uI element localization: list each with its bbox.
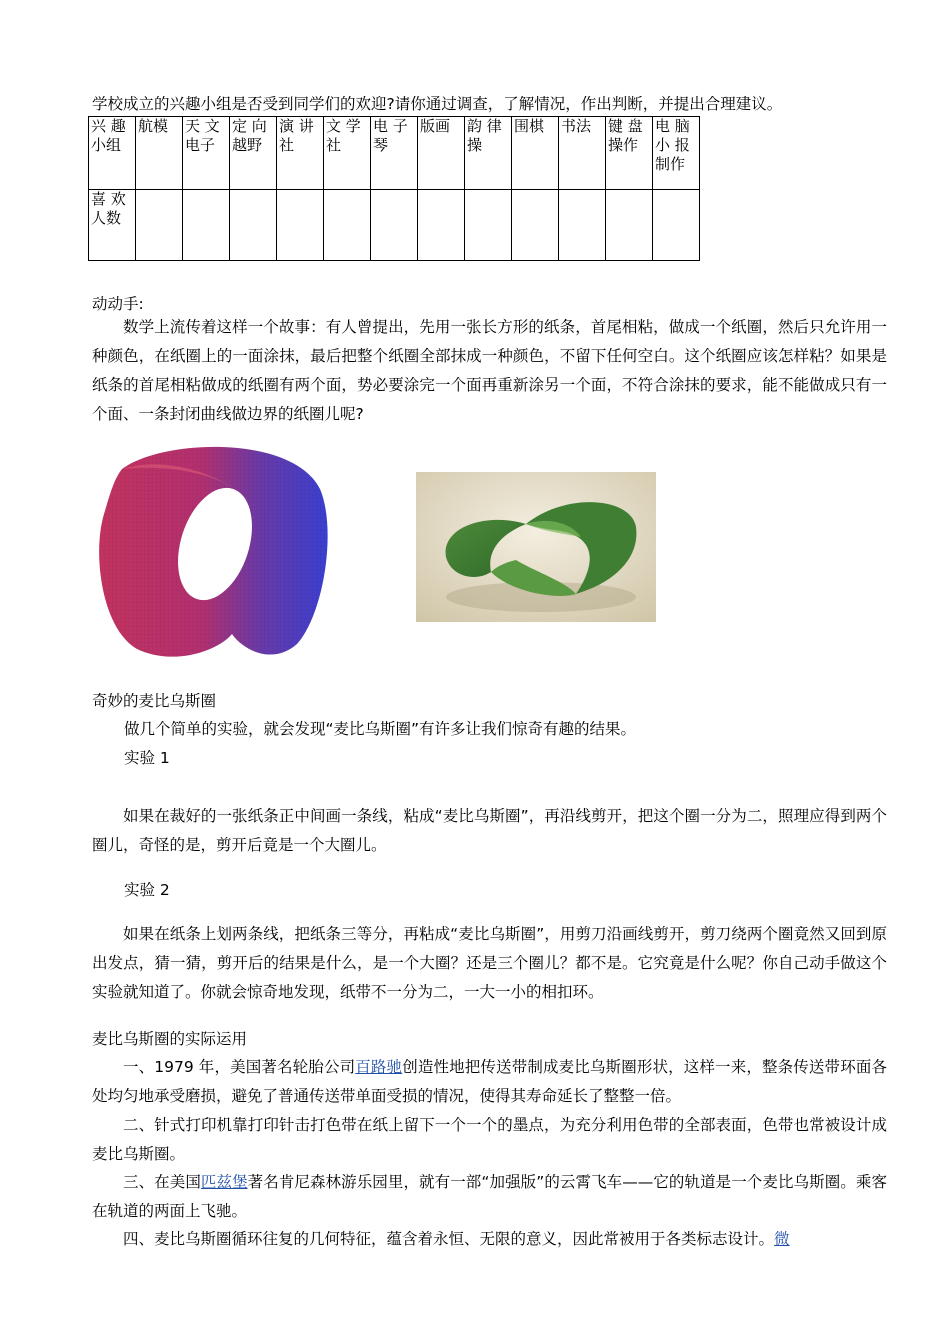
group-cell: 键 盘操作 — [606, 117, 653, 190]
hands-on-heading: 动动手: — [92, 295, 144, 313]
count-cell[interactable] — [418, 190, 465, 261]
experiment-1-label: 实验 1 — [124, 749, 170, 767]
item1-post-text: 创造性地把传送带制成麦比乌斯圈形状，这样一来，整条传送带环面各处均匀地承受磨损，避免了普通传送带单面受损的情况，使得其寿命延长了整整一倍。 — [92, 1058, 887, 1105]
application-item-3 — [92, 1168, 887, 1226]
count-cell[interactable] — [606, 190, 653, 261]
count-cell[interactable] — [512, 190, 559, 261]
item3-pre-text: 三、在美国 — [123, 1173, 201, 1191]
survey-question: 学校成立的兴趣小组是否受到同学们的欢迎?请你通过调查，了解情况，作出判断，并提出合理建议。 — [92, 95, 783, 113]
mobius-surface-image — [92, 434, 328, 672]
application-item-1 — [92, 1053, 887, 1111]
pittsburgh-link[interactable]: 匹兹堡 — [200, 1173, 248, 1191]
experiment-1-text: 如果在裁好的一张纸条正中间画一条线，粘成“麦比乌斯圈”，再沿线剪开，把这个圈一分为二，照理应得到两个圈儿，奇怪的是，剪开后竟是一个大圈儿。 — [92, 807, 887, 854]
count-cell[interactable] — [371, 190, 418, 261]
count-cell[interactable] — [136, 190, 183, 261]
magic-intro: 做几个简单的实验，就会发现“麦比乌斯圈”有许多让我们惊奇有趣的结果。 — [124, 720, 637, 738]
group-cell: 文 学社 — [324, 117, 371, 190]
item4-text: 四、麦比乌斯圈循环往复的几何特征，蕴含着永恒、无限的意义，因此常被用于各类标志设计。 — [123, 1230, 775, 1248]
application-item-4 — [92, 1225, 887, 1254]
group-cell: 书法 — [559, 117, 606, 190]
count-cell[interactable] — [230, 190, 277, 261]
count-cell[interactable] — [653, 190, 700, 261]
magic-heading: 奇妙的麦比乌斯圈 — [92, 692, 217, 710]
item4-link[interactable]: 微 — [774, 1230, 790, 1248]
row-label-cell: 喜 欢人数 — [89, 190, 136, 261]
group-cell: 韵 律操 — [465, 117, 512, 190]
group-cell: 演 讲社 — [277, 117, 324, 190]
group-cell: 围棋 — [512, 117, 559, 190]
group-cell: 版画 — [418, 117, 465, 190]
count-cell[interactable] — [465, 190, 512, 261]
count-cell[interactable] — [559, 190, 606, 261]
group-cell: 航模 — [136, 117, 183, 190]
group-cell: 电 脑小 报制作 — [653, 117, 700, 190]
table-header-row — [89, 117, 700, 190]
applications-heading: 麦比乌斯圈的实际运用 — [92, 1030, 248, 1048]
hands-on-story: 数学上流传着这样一个故事：有人曾提出，先用一张长方形的纸条，首尾相粘，做成一个纸圈，然后只允许用一种颜色，在纸圈上的一面涂抹，最后把整个纸圈全部抹成一种颜色，不留下任何空白。这个纸圈应该怎样粘？如果是纸条的首尾相粘做成的纸圈有两个面，势必要涂完一个面再重新涂另一个面，不符合涂抹的要求，能不能做成只有一个面、一条封闭曲线做边界的纸圈儿呢? — [92, 318, 887, 423]
group-cell: 天 文电子 — [183, 117, 230, 190]
survey-table — [88, 116, 700, 261]
group-cell: 定 向越野 — [230, 117, 277, 190]
paper-mobius-photo — [416, 472, 656, 622]
row-label-cell: 兴 趣小组 — [89, 117, 136, 190]
application-item-2: 二、针式打印机靠打印针击打色带在纸上留下一个一个的墨点，为充分利用色带的全部表面，色带也常被设计成麦比乌斯圈。 — [92, 1116, 887, 1163]
bfgoodrich-link[interactable]: 百路驰 — [355, 1058, 403, 1076]
count-cell[interactable] — [324, 190, 371, 261]
count-cell[interactable] — [277, 190, 324, 261]
group-cell: 电 子琴 — [371, 117, 418, 190]
table-count-row — [89, 190, 700, 261]
count-cell[interactable] — [183, 190, 230, 261]
item3-post-text: 著名肯尼森林游乐园里，就有一部“加强版”的云霄飞车——它的轨道是一个麦比乌斯圈。乘客在轨道的两面上飞驰。 — [92, 1173, 887, 1220]
item1-pre-text: 一、1979 年，美国著名轮胎公司 — [123, 1058, 356, 1076]
experiment-2-text: 如果在纸条上划两条线，把纸条三等分，再粘成“麦比乌斯圈”，用剪刀沿画线剪开，剪刀绕两个圈竟然又回到原出发点，猜一猜，剪开后的结果是什么，是一个大圈？还是三个圈儿？都不是。它究竟是什么呢？你自己动手做这个实验就知道了。你就会惊奇地发现，纸带不一分为二，一大一小的相扣环。 — [92, 925, 887, 1001]
experiment-2-label: 实验 2 — [124, 881, 170, 899]
